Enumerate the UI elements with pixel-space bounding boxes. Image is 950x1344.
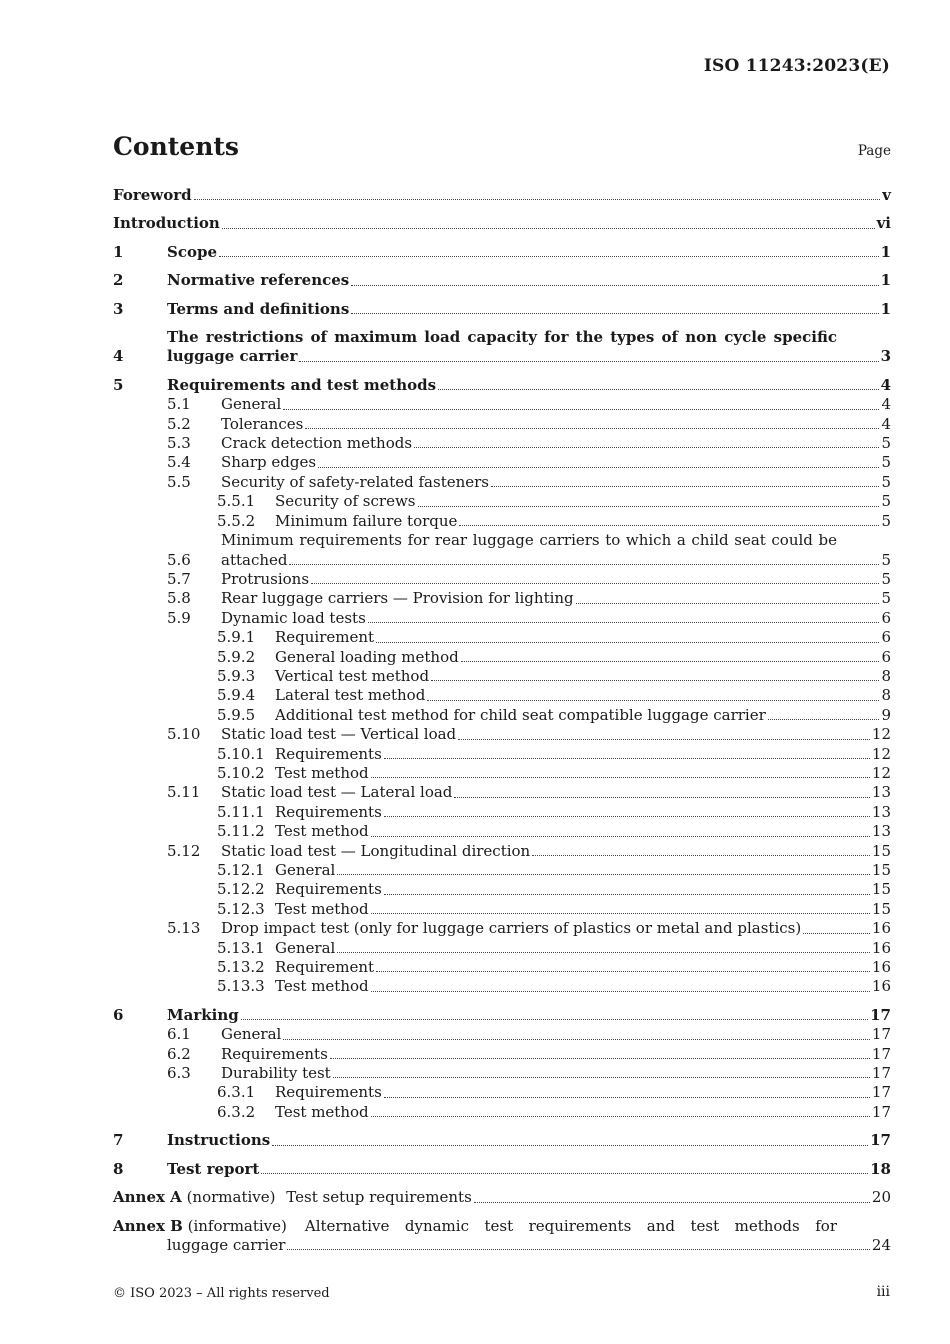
toc-entry-text: Normative references [167, 271, 350, 290]
toc-page-number: 5 [881, 472, 891, 491]
leader-dots [454, 797, 869, 798]
toc-entry[interactable] [113, 186, 891, 205]
leader-dots [414, 447, 879, 448]
leader-dots [283, 1039, 870, 1040]
leader-dots [368, 622, 880, 623]
footer-copyright: © ISO 2023 – All rights reserved [113, 1286, 330, 1301]
leader-dots [438, 389, 879, 390]
toc-page-number: 5 [881, 492, 891, 511]
leader-dots [222, 228, 875, 229]
toc-entry[interactable] [113, 880, 891, 899]
toc-entry-number: 5.4 [167, 453, 191, 472]
toc-entry[interactable] [113, 667, 891, 686]
toc-entry-text: Test method [275, 899, 369, 918]
toc-page-number: 8 [881, 686, 891, 705]
toc-page-number: 6 [881, 628, 891, 647]
toc-entry[interactable] [113, 686, 891, 705]
toc-page-number: v [882, 186, 891, 204]
toc-entry-number: 7 [113, 1131, 124, 1150]
toc-entry-text: Requirements [275, 744, 382, 763]
toc-entry[interactable] [113, 453, 891, 472]
toc-entry[interactable] [113, 492, 891, 511]
toc-entry-number: 5.10 [167, 725, 201, 744]
toc-entry-text: Test method [275, 763, 369, 782]
toc-entry-number: 5.2 [167, 414, 191, 433]
toc-entry-text: Test method [275, 977, 369, 996]
leader-dots [458, 739, 870, 740]
toc-entry[interactable] [113, 271, 891, 290]
toc-entry-text: General [221, 1025, 282, 1044]
leader-dots [333, 1077, 870, 1078]
toc-entry[interactable] [113, 919, 891, 938]
toc-entry-number: 5.10.2 [217, 763, 265, 782]
toc-entry-text: Requirement [275, 958, 375, 977]
toc-entry[interactable] [113, 977, 891, 996]
leader-dots [337, 874, 870, 875]
toc-entry-text: Dynamic load tests [221, 608, 366, 627]
toc-entry-text: General [275, 938, 336, 957]
toc-page-number: 5 [881, 589, 891, 608]
toc-entry[interactable] [113, 822, 891, 841]
toc-page-number: 12 [871, 763, 891, 782]
leader-dots [384, 816, 870, 817]
leader-dots [418, 506, 880, 507]
toc-page-number: 17 [871, 1064, 891, 1083]
toc-page-number: 17 [871, 1102, 891, 1121]
toc-entry-text: Marking [167, 1005, 239, 1024]
toc-page-number: 15 [871, 899, 891, 918]
leader-dots [283, 409, 879, 410]
toc-entry-text: Crack detection methods [221, 434, 413, 453]
toc-page-number: 13 [871, 822, 891, 841]
leader-dots [376, 971, 870, 972]
toc-entry[interactable] [113, 1160, 891, 1179]
toc-page-number: 18 [870, 1159, 891, 1178]
leader-dots [351, 285, 878, 286]
toc-entry[interactable] [113, 1217, 891, 1256]
toc-entry-number: 5.1 [167, 395, 191, 414]
leader-dots [384, 894, 870, 895]
toc-page-number: 6 [881, 647, 891, 666]
toc-page-number: 20 [871, 1188, 891, 1207]
toc-entry[interactable] [113, 1083, 891, 1102]
toc-title: Contents [113, 132, 240, 161]
toc-entry[interactable] [113, 1006, 891, 1025]
toc-entry-text: Durability test [221, 1064, 331, 1083]
toc-page-number: 12 [871, 725, 891, 744]
toc-page-number: 15 [871, 861, 891, 879]
toc-page-number: 5 [881, 511, 891, 530]
toc-entry-number: 5.13 [167, 919, 201, 938]
toc-entry-number: 5.9.3 [217, 666, 256, 685]
toc-entry-text: Additional test method for child seat compatible luggage carrier [275, 705, 766, 724]
toc-page-number: 12 [871, 744, 891, 763]
toc-entry[interactable] [113, 764, 891, 783]
toc-entry-number: 5.13.3 [217, 977, 265, 996]
toc-entry[interactable] [113, 1045, 891, 1064]
toc-entry-number: 5.12.3 [217, 899, 265, 918]
toc-entry[interactable] [113, 243, 891, 262]
toc-page-number: 17 [871, 1083, 891, 1102]
leader-dots [219, 256, 879, 257]
toc-entry-text: Test method [275, 822, 369, 841]
toc-page-number: 1 [880, 242, 891, 261]
toc-entry-number: 5.12.2 [217, 880, 265, 899]
leader-dots [459, 525, 879, 526]
toc-entry[interactable] [113, 300, 891, 319]
toc-entry-text: Static load test — Vertical load [221, 725, 457, 744]
toc-page-number: 9 [881, 705, 891, 724]
toc-page-number: 15 [871, 880, 891, 899]
leader-dots [194, 199, 881, 200]
toc-entry-number: 5.6 [167, 550, 191, 569]
toc-page-number: 4 [880, 375, 891, 394]
toc-entry[interactable] [113, 1025, 891, 1044]
toc-entry-number: 5.13.1 [217, 938, 265, 957]
toc-page-number: 1 [880, 299, 891, 318]
toc-entry[interactable] [113, 328, 891, 367]
leader-dots [272, 1145, 868, 1146]
leader-dots [311, 583, 879, 584]
toc-entry-text: General [275, 861, 336, 879]
leader-dots [371, 991, 870, 992]
toc-entry[interactable] [113, 214, 891, 233]
toc-entry-text: Requirements [221, 1044, 328, 1063]
toc-entry-number: 5 [113, 375, 124, 394]
toc-entry[interactable] [113, 512, 891, 531]
toc-entry-number: 4 [113, 347, 124, 366]
toc-entry-text: Foreword [113, 186, 192, 204]
toc-entry-text: General loading method [275, 647, 459, 666]
leader-dots [803, 933, 870, 934]
toc-entry-text: Tolerances [221, 414, 304, 433]
toc-entry[interactable] [113, 648, 891, 667]
leader-dots [351, 313, 878, 314]
annex-label: Annex A [113, 1188, 182, 1207]
toc-entry[interactable] [113, 473, 891, 492]
toc-entry-text: Minimum requirements for rear luggage carriers to which a child seat could be [221, 531, 837, 550]
toc-entry-text: Static load test — Longitudinal direction [221, 841, 531, 860]
leader-dots [491, 486, 879, 487]
toc-entry-number: 5.3 [167, 434, 191, 453]
toc-entry-text: Sharp edges [221, 453, 317, 472]
toc-entry-text-cont: luggage carrier [167, 347, 298, 366]
toc-entry-number: 5.11 [167, 783, 201, 802]
toc-entry-number: 6.3 [167, 1064, 191, 1083]
toc-entry-text: Security of safety-related fasteners [221, 472, 490, 491]
toc-entry-text: Requirement [275, 628, 375, 647]
leader-dots [384, 1097, 870, 1098]
table-of-contents [113, 186, 891, 1255]
toc-entry-number: 6.2 [167, 1044, 191, 1063]
leader-dots [427, 700, 879, 701]
toc-entry[interactable] [113, 706, 891, 725]
toc-page-number: 5 [881, 569, 891, 588]
leader-dots [431, 680, 879, 681]
toc-entry-text: Protrusions [221, 569, 310, 588]
annex-kind: (normative) [186, 1188, 276, 1207]
toc-page-number: 8 [881, 666, 891, 685]
toc-header [113, 132, 891, 161]
toc-entry[interactable] [113, 803, 891, 822]
toc-entry[interactable] [113, 376, 891, 395]
toc-page-number: 6 [881, 608, 891, 627]
toc-page-number: 5 [881, 434, 891, 453]
toc-entry-number: 5.11.1 [217, 802, 265, 821]
toc-entry[interactable] [113, 395, 891, 414]
toc-entry[interactable] [113, 939, 891, 958]
toc-entry[interactable] [113, 725, 891, 744]
leader-dots [576, 603, 880, 604]
toc-entry-number: 5.5.1 [217, 492, 256, 511]
toc-entry-number: 5.7 [167, 569, 191, 588]
toc-entry[interactable] [113, 570, 891, 589]
toc-entry-number: 1 [113, 242, 124, 261]
toc-entry-text: Test setup requirements [286, 1188, 472, 1207]
toc-entry-number: 5.9 [167, 608, 191, 627]
footer-page-number: iii [876, 1284, 890, 1300]
toc-entry-number: 6.3.1 [217, 1083, 256, 1102]
toc-entry-number: 5.12 [167, 841, 201, 860]
toc-entry-text: Instructions [167, 1131, 271, 1150]
toc-entry-text: Test report [167, 1159, 260, 1178]
leader-dots [330, 1058, 870, 1059]
toc-entry-number: 5.10.1 [217, 744, 265, 763]
toc-entry-number: 5.9.2 [217, 647, 256, 666]
toc-entry-number: 5.5.2 [217, 511, 256, 530]
toc-entry-text: General [221, 395, 282, 414]
toc-entry-text: Alternative dynamic test requirements and test methods for [304, 1216, 837, 1235]
leader-dots [376, 642, 879, 643]
toc-entry[interactable] [113, 628, 891, 647]
leader-dots [768, 719, 880, 720]
toc-entry-text: Vertical test method [275, 666, 430, 685]
annex-kind: (informative) [187, 1216, 287, 1235]
toc-entry-text: Rear luggage carriers — Provision for lighting [221, 589, 574, 608]
toc-entry-text: Security of screws [275, 492, 416, 511]
toc-page-number: 15 [871, 841, 891, 860]
toc-entry-number: 5.11.2 [217, 822, 265, 841]
toc-entry[interactable] [113, 1103, 891, 1122]
toc-entry-text: Requirements [275, 802, 382, 821]
toc-page-number: 16 [871, 938, 891, 957]
toc-entry[interactable] [113, 609, 891, 628]
toc-page-number: 5 [881, 453, 891, 472]
toc-page-number: 4 [881, 395, 891, 414]
toc-entry-text-cont: attached [221, 550, 288, 569]
toc-entry[interactable] [113, 415, 891, 434]
leader-dots [289, 564, 879, 565]
toc-page-number: 16 [871, 958, 891, 977]
leader-dots [371, 913, 870, 914]
toc-page-number: vi [876, 214, 891, 233]
toc-entry[interactable] [113, 1064, 891, 1083]
toc-entry-number: 5.12.1 [217, 861, 265, 879]
toc-entry[interactable] [113, 900, 891, 919]
leader-dots [287, 1249, 870, 1250]
toc-entry[interactable] [113, 958, 891, 977]
leader-dots [371, 777, 870, 778]
toc-entry-number: 2 [113, 271, 124, 290]
toc-page-number: 16 [871, 977, 891, 996]
leader-dots [532, 855, 870, 856]
toc-page-number: 17 [870, 1005, 891, 1024]
toc-entry[interactable] [113, 1131, 891, 1150]
leader-dots [318, 467, 879, 468]
leader-dots [337, 952, 870, 953]
toc-entry-number: 3 [113, 299, 124, 318]
toc-page-number: 16 [871, 919, 891, 938]
toc-entry-text: Introduction [113, 214, 220, 233]
toc-entry-number: 5.8 [167, 589, 191, 608]
toc-entry-text: Minimum failure torque [275, 511, 458, 530]
toc-entry[interactable] [113, 861, 891, 880]
toc-entry-text: Test method [275, 1102, 369, 1121]
leader-dots [241, 1019, 868, 1020]
leader-dots [474, 1202, 870, 1203]
toc-page-number: 13 [871, 802, 891, 821]
toc-entry[interactable] [113, 531, 891, 570]
toc-page-number: 5 [881, 550, 891, 569]
leader-dots [384, 758, 870, 759]
toc-entry[interactable] [113, 1188, 891, 1207]
toc-entry-number: 5.9.5 [217, 705, 256, 724]
leader-dots [371, 836, 870, 837]
toc-entry[interactable] [113, 589, 891, 608]
toc-entry-text: Scope [167, 242, 218, 261]
toc-entry-number: 8 [113, 1159, 124, 1178]
toc-entry-number: 5.9.1 [217, 628, 256, 647]
toc-entry-text: Requirements and test methods [167, 375, 437, 394]
toc-page-label: Page [857, 143, 891, 159]
leader-dots [305, 428, 879, 429]
toc-entry-text: Requirements [275, 1083, 382, 1102]
toc-entry-text: Requirements [275, 880, 382, 899]
toc-page-number: 1 [880, 271, 891, 290]
toc-page-number: 24 [871, 1235, 891, 1254]
toc-page-number: 3 [880, 347, 891, 366]
leader-dots [371, 1116, 870, 1117]
toc-entry-number: 5.9.4 [217, 686, 256, 705]
toc-page-number: 13 [871, 783, 891, 802]
toc-entry-text: Static load test — Lateral load [221, 783, 453, 802]
toc-entry-text: Terms and definitions [167, 299, 350, 318]
document-id: ISO 11243:2023(E) [703, 56, 890, 76]
toc-entry-number: 6.3.2 [217, 1102, 256, 1121]
leader-dots [461, 661, 880, 662]
toc-entry-text: Lateral test method [275, 686, 426, 705]
toc-entry-text: Drop impact test (only for luggage carriers of plastics or metal and plastics) [221, 919, 802, 938]
toc-entry-number: 5.13.2 [217, 958, 265, 977]
toc-entry[interactable] [113, 745, 891, 764]
leader-dots [299, 361, 878, 362]
annex-label: Annex B [113, 1216, 183, 1235]
toc-entry[interactable] [113, 434, 891, 453]
toc-page-number: 17 [871, 1025, 891, 1044]
toc-page-number: 17 [871, 1044, 891, 1063]
toc-entry-number: 6 [113, 1005, 124, 1024]
toc-entry-text-cont: luggage carrier [167, 1235, 286, 1254]
toc-entry-number: 6.1 [167, 1025, 191, 1044]
toc-page-number: 17 [870, 1131, 891, 1150]
toc-entry-number: 5.5 [167, 472, 191, 491]
toc-entry[interactable] [113, 783, 891, 802]
toc-entry[interactable] [113, 842, 891, 861]
leader-dots [261, 1173, 868, 1174]
toc-page-number: 4 [881, 414, 891, 433]
toc-entry-text: The restrictions of maximum load capacity for the types of non cycle specific [167, 328, 837, 347]
